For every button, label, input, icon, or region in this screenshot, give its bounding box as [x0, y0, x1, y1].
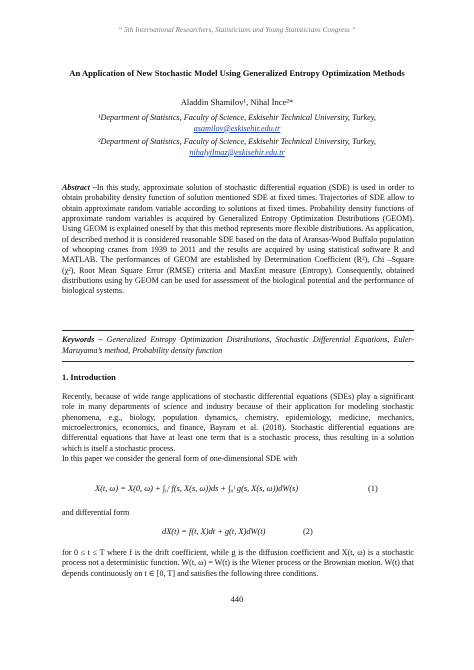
affiliation-2-email-link[interactable]: nihalyilmaz@eskisehir.edu.tr — [189, 147, 285, 157]
affiliation-1-email-link[interactable]: asamilov@eskisehir.edu.tr — [193, 123, 281, 133]
intro-p2-text: In this paper we consider the general form of one-dimensional SDE with — [62, 454, 298, 464]
intro-p1-text: Recently, because of wide range applications of stochastic differential equations (SDEs) play a significant role in many departments of science and industry because of their application for modeling stochastic phenomena, e.g., biology, population dynamics, chemistry, epidemiology, medicine, mechanics, microelectronics, economics, and finance, Bayram et al. (2018). Stochastic differential equations are differential equations that have at least one term that is a stochastic process, thus resulting in a solution which is itself a stochastic process. — [62, 392, 414, 453]
page-number: 440 — [230, 595, 244, 604]
intro-paragraph-1 — [62, 392, 414, 464]
keywords-bottom-rule — [62, 361, 414, 362]
keywords-text: Generalized Entropy Optimization Distributions, Stochastic Differential Equations, Euler-Maruyama’s method, Probability density function — [62, 335, 414, 355]
post-equation-paragraph: for 0 ≤ t ≤ T where f is the drift coefficient, while g is the diffusion coefficient and X(t, ω) is a stochastic process not a deterministic function. W(t, ω) = W(t) is the Wiener process or the Brownian motion. W(t) that depends continuously on t ∈ [0, T] and satisfies the following three conditions. — [62, 548, 414, 578]
keywords-label: Keywords – — [62, 335, 103, 344]
running-header: “ 5th International Researchers, Statisticians and Young Statisticians Congress “ — [118, 25, 356, 34]
section-heading-introduction: 1. Introduction — [62, 373, 116, 382]
affiliation-1-line: ¹Department of Statistics, Faculty of Science, Eskisehir Technical University, Turkey, — [98, 113, 376, 122]
affiliation-1 — [60, 113, 414, 134]
abstract-text: In this study, approximate solution of stochastic differential equation (SDE) is used in order to obtain probability density function of solution mentioned SDE at fixed times. Trajectories of SDE allow to obtain approximate random variable according to solutions at fixed times. Probability density functions of approximate random variables is acquired by Generalized Entropy Optimization Distributions (GEOM). Using GEOM is explained oneself by that this method represents more flexible distributions. As application, of described method it is considered reasonable SDE based on the data of Aransas-Wood Buffalo population of whooping cranes from 1939 to 2011 and the results are acquired by using statistical software R and MATLAB. The performances of GEOM are established by Determination Coefficient (R²), Chi –Square (χ²), Root Mean Square Error (RMSE) criteria and MaxEnt measure (Entropy). Consequently, obtained distributions using by GEOM can be used for assessment of the biological potential and the performance of biological systems. — [62, 183, 414, 296]
equation-1: X(t, ω) = X(0, ω) + ∫₀ᵗ f(s, X(s, ω))ds + ∫₀ᵗ g(s, X(s, ω))dW(s) — [95, 484, 299, 493]
abstract — [62, 183, 414, 297]
abstract-label: Abstract – — [62, 183, 97, 192]
author-list: Aladdin Shamilov¹, Nihal İnce²* — [180, 97, 294, 107]
affiliation-2 — [60, 137, 414, 158]
equation-2: dX(t) = f(t, X)dt + g(t, X)dW(t) — [162, 527, 266, 536]
keywords-top-rule — [62, 330, 414, 331]
equation-2-number: (2) — [303, 527, 313, 536]
affiliation-2-line: ²Department of Statistics, Faculty of Science, Eskisehir Technical University, Turkey, — [98, 137, 376, 146]
keywords — [62, 335, 414, 356]
paper-title: An Application of New Stochastic Model Using Generalized Entropy Optimization Methods — [69, 68, 405, 78]
differential-form-label: and differential form — [62, 508, 130, 517]
equation-1-number: (1) — [368, 484, 378, 493]
